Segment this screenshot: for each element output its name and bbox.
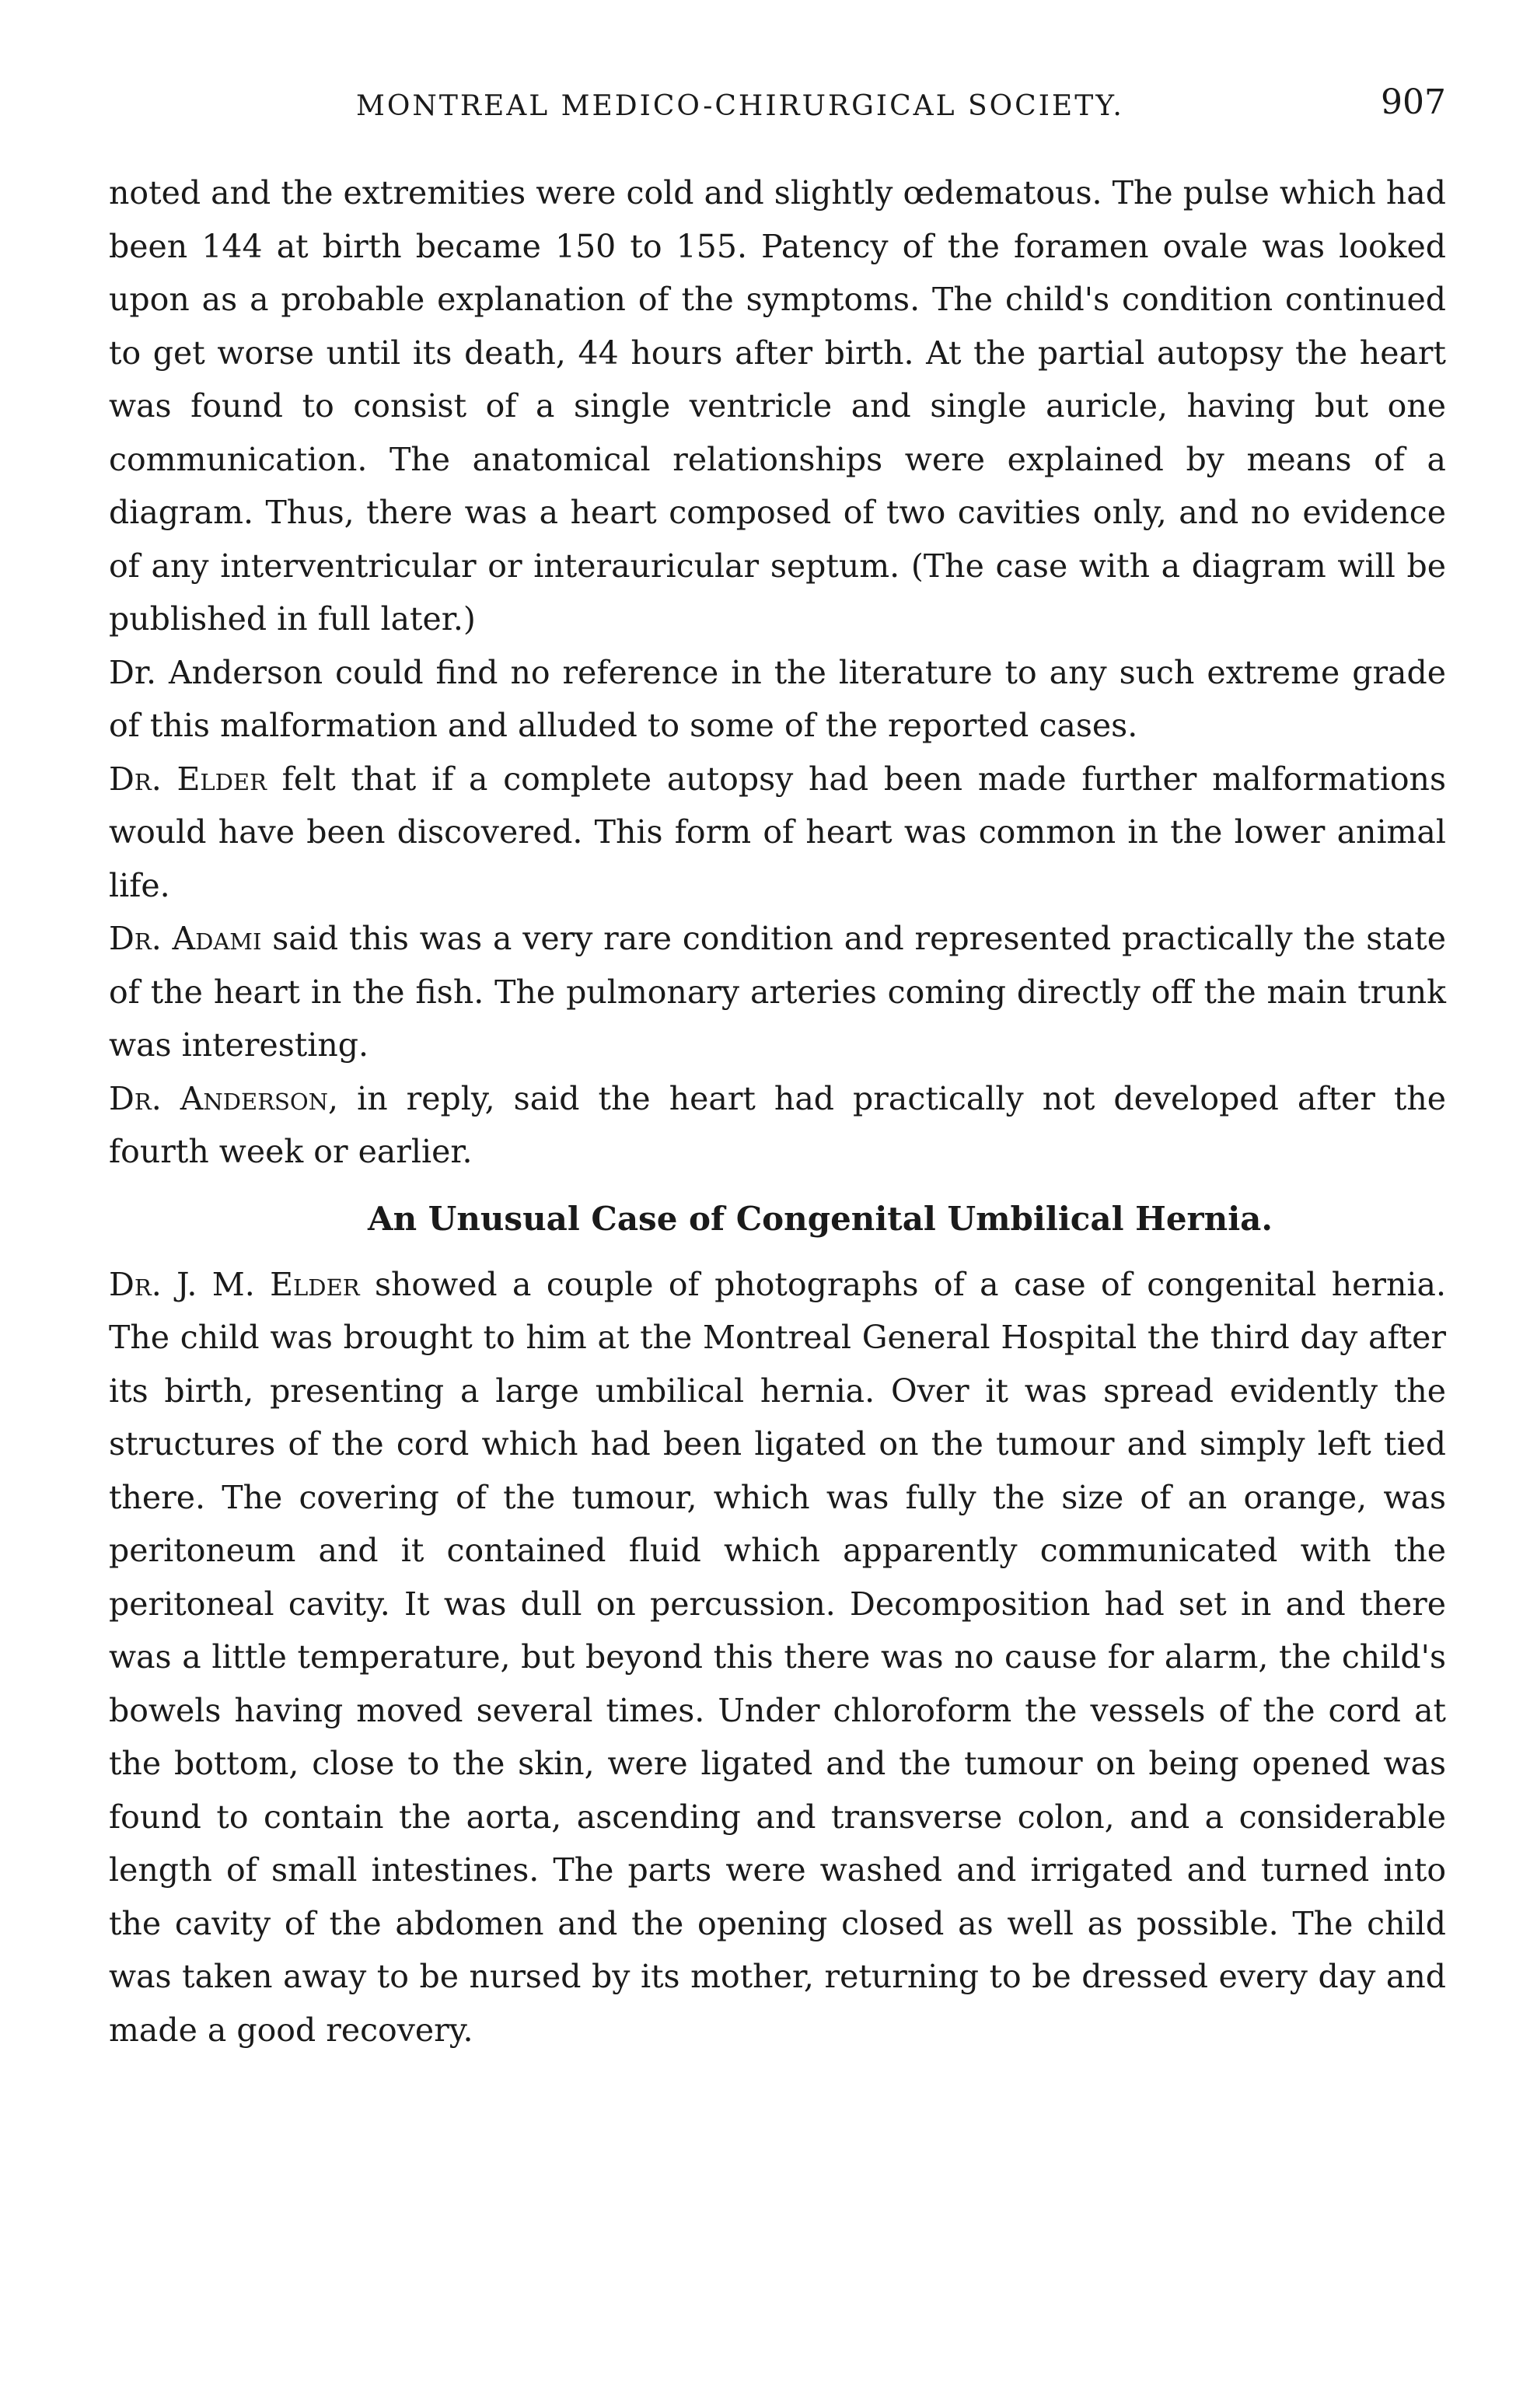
document-page [109, 75, 1446, 2057]
running-title: MONTREAL MEDICO-CHIRURGICAL SOCIETY. [356, 90, 1124, 122]
paragraph-3 [109, 753, 1446, 913]
running-head [109, 75, 1446, 145]
speaker-name: Dr. Elder [109, 760, 267, 798]
paragraph-4 [109, 912, 1446, 1072]
speaker-name: Dr. Adami [109, 920, 262, 957]
paragraph-5-text: in reply, said the heart had practically not developed after the fourth week or earlier. [109, 1079, 1446, 1170]
speaker-name: Dr. Anderson, [109, 1079, 339, 1117]
speaker-name: Dr. J. M. Elder [109, 1265, 360, 1303]
page-number: 907 [1381, 82, 1446, 122]
paragraph-2: Dr. Anderson could find no reference in the literature to any such extreme grade of this malformation and alluded to some of the reported cases. [109, 653, 1446, 744]
paragraph-5 [109, 1072, 1446, 1179]
paragraph-6 [109, 1258, 1446, 2057]
body-text [109, 166, 1446, 2057]
paragraph-6-text: showed a couple of photographs of a case of congenital hernia. The child was brought to him at the Montreal General Hospital the third day after its birth, presenting a large umbilical hernia. Over it was spread evidently the structures of the cord which had been ligated on the tumour and simply left tied there. The covering of the tumour, which was fully the size of an orange, was peritoneum and it contained fluid which apparently communicated with the peritoneal cavity. It was dull on percussion. Decomposition had set in and there was a little temperature, but beyond this there was no cause for alarm, the child's bowels having moved several times. Under chloroform the vessels of the cord at the bottom, close to the skin, were ligated and the tumour on being opened was found to contain the aorta, ascending and transverse colon, and a considerable length of small intestines. The parts were washed and irrigated and turned into the cavity of the abdomen and the opening closed as well as possible. The child was taken away to be nursed by its mother, returning to be dressed every day and made a good recovery. [109, 1265, 1446, 2049]
section-heading: An Unusual Case of Congenital Umbilical Hernia. [367, 1199, 1273, 1238]
paragraph-3-text: felt that if a complete autopsy had been made further malformations would have been discovered. This form of heart was common in the lower animal life. [109, 760, 1447, 904]
paragraph-1: noted and the extremities were cold and slightly œdematous. The pulse which had been 144 at birth became 150 to 155. Patency of the foramen ovale was looked upon as a probable explanation of the symptoms. The child's condition continued to get worse until its death, 44 hours after birth. At the partial autopsy the heart was found to consist of a single ventricle and single auricle, having but one communication. The anatomical relationships were explained by means of a diagram. Thus, there was a heart composed of two cavities only, and no evidence of any interventricular or interauricular septum. (The case with a diagram will be published in full later.) [109, 174, 1446, 638]
paragraph-4-text: said this was a very rare condition and represented practically the state of the heart in the fish. The pulmonary arteries coming directly off the main trunk was interesting. [109, 920, 1446, 1064]
